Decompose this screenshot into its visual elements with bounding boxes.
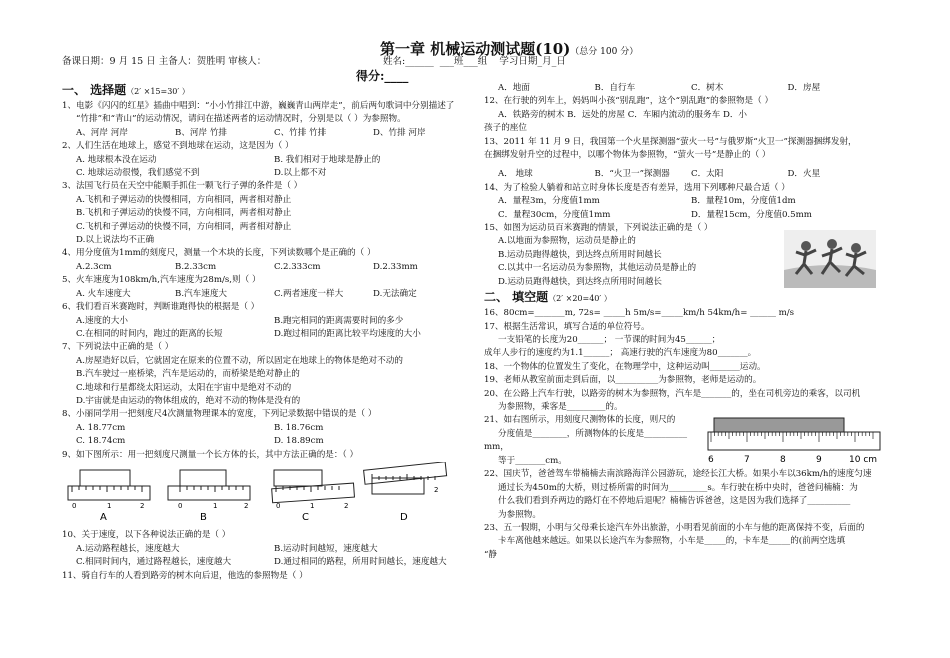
question-20-cont: 为参照物，乘客是_________的。 — [498, 401, 623, 412]
question-17-line-2: 一支铅笔的长度为20______； 一节课的时间为45______； — [498, 334, 721, 345]
question-14: 14、为了检验人躺着和站立时身体长度是否有差异，选用下列哪种尺最合适（ ） — [484, 182, 790, 193]
ruler-label-9: 9 — [816, 455, 822, 466]
ruler-label-7: 7 — [744, 455, 750, 466]
question-16: 16、80cm=_______m, 72s= _____h 5m/s=_____km/h 54km/h= ______ m/s — [484, 308, 795, 319]
question-13-cont: 在捆绑发射升空的过程中，以哪个物体为参照物，“萤火一号”是静止的（ ） — [484, 150, 771, 161]
question-9: 9、如下图所示：用一把刻度尺测量一个长方体的长，其中方法正确的是：（ ） — [62, 449, 359, 460]
ruler-figure-c — [272, 470, 355, 523]
question-20: 20、在公路上汽车行驶，以路旁的树木为参照物，汽车是_______的，坐在司机旁边的乘客，以司机 — [484, 388, 861, 399]
meta-info: 备课日期：9 月 15 日 主备人：贺胜明 审核人： — [62, 56, 267, 67]
ruler-measurement-figure — [706, 412, 884, 470]
title-note: （总分 100 分） — [570, 47, 639, 57]
question-15-block — [484, 222, 884, 289]
svg-text:2: 2 — [140, 501, 145, 510]
ruler-methods-figure — [62, 462, 462, 524]
question-8: 8、小丽同学用一把刻度尺4次测量物理课本的宽度，下列记录数据中错误的是（ ） — [62, 409, 377, 420]
question-17: 17、根据生活常识，填写合适的单位符号。 — [484, 321, 650, 332]
option-label-c: C — [302, 511, 309, 523]
question-1: 1、电影《闪闪的红星》插曲中唱到：“小小竹排江中游，巍巍青山两岸走”，前后两句歌词中分别描述了 — [62, 101, 455, 111]
svg-text:1: 1 — [107, 501, 112, 510]
question-5: 5、火车速度为108km/h,汽车速度为28m/s,则（ ） — [62, 275, 261, 286]
svg-text:0: 0 — [276, 501, 281, 510]
section-1-title: 一、 选择题（2′ ×15=30′ ） — [62, 83, 190, 97]
question-22-line-4: 为参照物。 — [498, 509, 541, 520]
question-4-options: A.2.3cm B.2.33cm C.2.333cm D.2.33mm — [76, 261, 418, 272]
ruler-label-8: 8 — [780, 455, 786, 466]
ruler-label-10cm: 10 cm — [849, 455, 878, 466]
question-15-options: A.以地面为参照物，运动员是静止的 B.运动员跑得越快，到达终点所用时间越长 C.以其中一名运动员为参照物，其他运动员是静止的 D.运动员跑得越快，到达终点所用时间越长 — [498, 236, 697, 287]
option-label-d: D — [400, 511, 408, 523]
question-12: 12、在行驶的列车上，妈妈叫小孩“别乱跑”，这个“别乱跑”的参照物是（ ） — [484, 96, 774, 107]
question-23-line-3: “静 — [484, 549, 497, 560]
question-19: 19、老师从教室前面走到后面，以__________为参照物，老师是运动的。 — [484, 375, 762, 386]
question-6-options: A.速度的大小 B.跑完相同的距离需要时间的多少 C.在相同的时间内，跑过的距离的长短 D.跑过相同的距离比较平均速度的大小 — [76, 315, 421, 339]
question-15: 15、如图为运动员百米赛跑的情景，下列说法正确的是（ ） — [484, 223, 713, 234]
question-23: 23、五一假期，小明与父母乘长途汽车外出旅游，小明看见前面的小车与他的距离保持不变，后面的 — [484, 522, 865, 533]
svg-text:2: 2 — [244, 501, 249, 510]
option-label-b: B — [200, 511, 207, 523]
question-22: 22、国庆节，爸爸驾车带楠楠去南滨路海洋公园游玩，途经长江大桥。如果小车以36km/h的速度匀速 — [484, 469, 872, 480]
question-21-answer: 等于_______cm。 — [498, 455, 567, 466]
ruler-figure-d — [364, 462, 447, 523]
svg-text:2: 2 — [344, 501, 349, 510]
question-21-unit: mm， — [484, 442, 509, 453]
ruler-label-6: 6 — [708, 455, 714, 466]
question-10-options: A.运动路程越长，速度越大 B.运动时间越短，速度越大 C.相同时间内，通过路程越长，速度越大 D.通过相同的路程，所用时间越长，速度越大 — [76, 543, 447, 568]
ruler-figure-a — [68, 470, 150, 523]
question-14-options: A．量程3m，分度值1mm B．量程10m，分度值1dm C．量程30cm，分度值1mm D．量程15cm，分度值0.5mm — [498, 196, 812, 220]
question-11: 11、骑自行车的人看到路旁的树木向后退，他选的参照物是（ ） — [62, 570, 308, 581]
question-12-options: A．铁路旁的树木 B．远处的房屋 C．车厢内流动的服务车 D．小 — [498, 109, 748, 120]
question-21: 21、如右图所示，用刻度尺测物体的长度，则尺的 — [484, 415, 676, 426]
question-1-options: A、河岸 河岸 B、河岸 竹排 C、竹排 竹排 D、竹排 河岸 — [76, 127, 426, 138]
student-info: 姓名:______ ___班___组 学习日期_月_日 — [383, 56, 566, 67]
question-11-options: A．地面 B．自行车 C．树木 D．房屋 — [498, 83, 821, 93]
section-2-title: 二、 填空题（2′ ×20=40′ ） — [484, 290, 612, 305]
question-4: 4、用分度值为1mm的刻度尺，测量一个木块的长度，下列读数哪个是正确的（ ） — [62, 248, 376, 259]
question-22-line-3: 什么我们看到乔两边的路灯在不停地后退呢？楠楠告诉爸爸，这是因为我们选择了__________ — [498, 496, 851, 507]
option-label-a: A — [100, 511, 107, 523]
svg-text:2: 2 — [434, 485, 439, 494]
question-5-options: A. 火车速度大 B.汽车速度大 C.两者速度一样大 D.无法确定 — [76, 288, 417, 299]
question-7: 7、下列说法中正确的是（ ） — [62, 342, 174, 353]
svg-text:0: 0 — [178, 501, 183, 510]
question-17-line-3: 成年人步行的速度约为1.1______； 高速行驶的汽车速度为80_______。 — [484, 348, 757, 359]
question-12-cont: 孩子的座位 — [484, 123, 527, 134]
question-6: 6、我们看百米赛跑时，判断谁跑得快的根据是（ ） — [62, 302, 260, 313]
question-18: 18、一个物体的位置发生了变化，在物理学中，这种运动叫_______运动。 — [484, 361, 766, 372]
question-10: 10、关于速度，以下各种说法正确的是（ ） — [62, 530, 231, 541]
question-2-options: A. 地球根本没在运动 B. 我们相对于地球是静止的 C. 地球运动很慢，我们感觉不到 D.以上都不对 — [76, 154, 381, 179]
question-2: 2、人们生活在地球上，感觉不到地球在运动，这是因为（ ） — [62, 141, 294, 152]
question-13-options: A． 地球 B．“火卫一”探测器 C．太阳 D．火星 — [498, 169, 821, 180]
question-7-options: A.房屋造好以后，它就固定在原来的位置不动，所以固定在地球上的物体是绝对不动的 B.汽车驶过一座桥梁，汽车是运动的，而桥梁是绝对静止的 C.地球和行星都绕太阳运动，太阳在宇宙中是绝对不动的 D.宇宙就是由运动的物体组成的，绝对不动的物体是没有的 — [76, 355, 403, 406]
left-column — [62, 82, 472, 583]
question-23-line-2: 卡车离他越来越远。如果以长途汽车为参照物，小车是_____的，卡车是_____的(前两空选填 — [498, 536, 846, 547]
question-13: 13、2011 年 11 月 9 日，我国第一个火星探测器“萤火一号”与俄罗斯“火卫一”探测器捆绑发射， — [484, 136, 857, 147]
question-8-options: A. 18.77cm B. 18.76cm C. 18.74cm D. 18.89cm — [76, 422, 324, 447]
sprinters-image — [784, 230, 876, 288]
svg-text:1: 1 — [213, 501, 218, 510]
question-21-cont: 分度值是________，所测物体的长度是__________ — [498, 428, 688, 439]
question-3-options: A.飞机和子弹运动的快慢相同，方向相同，两者相对静止 B.飞机和子弹运动的快慢不同，方向相同，两者相对静止 C.飞机和子弹运动的快慢不同，方向相同，两者相对静止 D.以上说法均不正确 — [76, 194, 292, 246]
score-field: 得分:____ — [356, 69, 409, 83]
svg-text:1: 1 — [310, 501, 315, 510]
question-21-block — [484, 414, 884, 468]
ruler-figure-b — [168, 470, 250, 523]
header — [0, 0, 950, 90]
right-column — [484, 82, 884, 562]
question-3: 3、法国飞行员在天空中能顺手抓住一颗飞行子弹的条件是（ ） — [62, 181, 303, 192]
question-1-cont: “竹排”和“青山”的运动情况，请问在描述两者的运动情况时，分别是以（ ）为参照物。 — [76, 114, 406, 125]
question-22-line-2: 通过长为450m的大桥，则过桥所需的时间为_________s。车行驶在桥中央时，爸爸问楠楠：为 — [498, 482, 858, 493]
page-title: 第一章 机械运动测试题(10)（总分 100 分） — [380, 40, 639, 58]
svg-text:0: 0 — [72, 501, 77, 510]
